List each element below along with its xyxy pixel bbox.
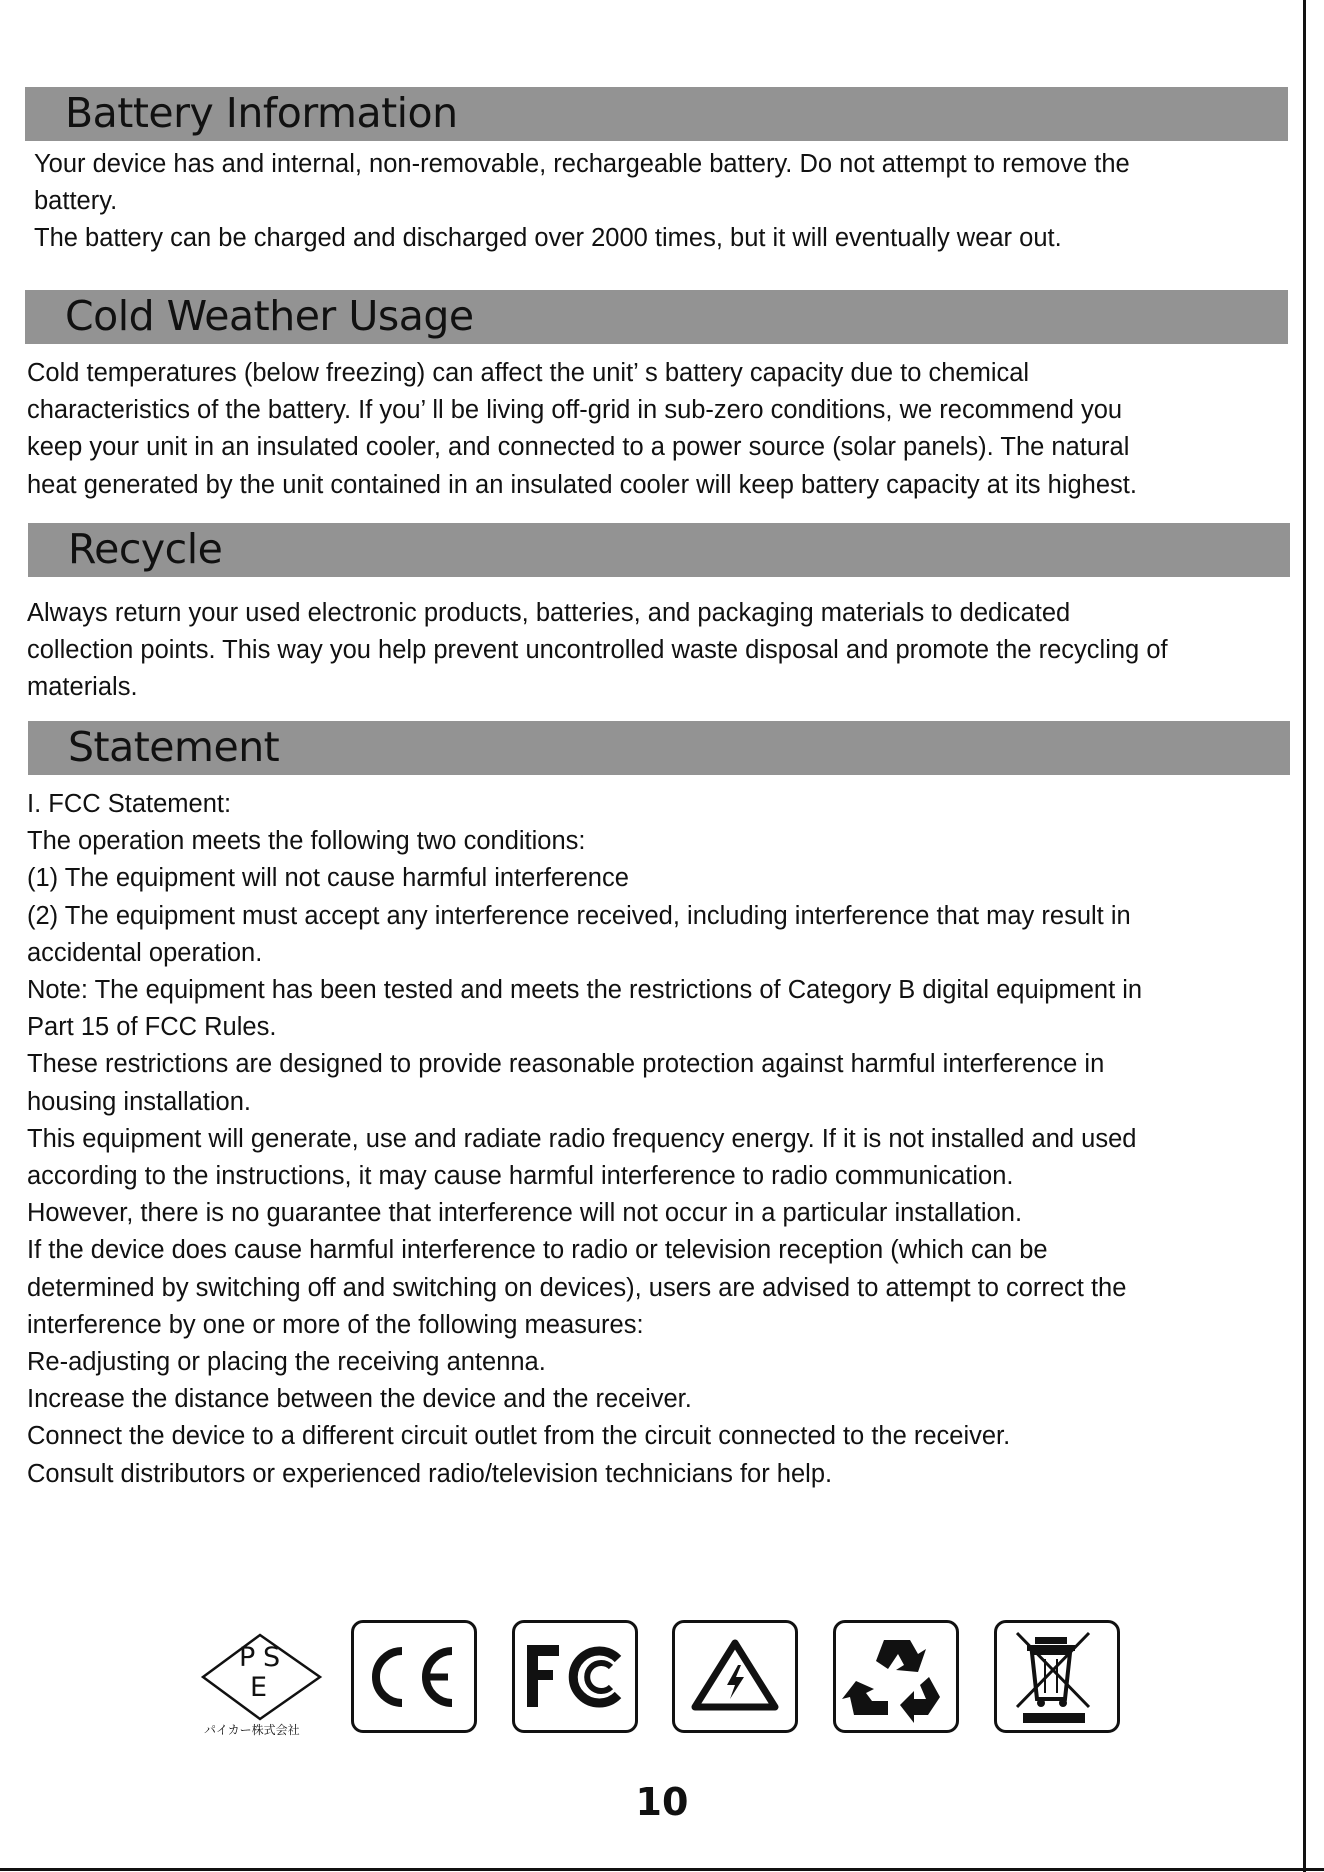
body-line: determined by switching off and switching on devices), users are advised to attempt to correct the bbox=[27, 1273, 1127, 1302]
section-body-cold-weather-usage bbox=[27, 355, 1297, 504]
body-line: If the device does cause harmful interference to radio or television reception (which can be bbox=[27, 1236, 1048, 1265]
section-title: Statement bbox=[68, 723, 280, 771]
body-line: collection points. This way you help prevent uncontrolled waste disposal and promote the recycling of bbox=[27, 636, 1168, 665]
pse-mark-icon bbox=[200, 1620, 325, 1740]
pse-caption: パイカー株式会社 bbox=[204, 1723, 300, 1737]
section-header-cold-weather-usage bbox=[25, 290, 1288, 344]
section-title: Recycle bbox=[68, 525, 223, 573]
recycle-icon bbox=[833, 1620, 959, 1733]
body-line: (2) The equipment must accept any interference received, including interference that may result in bbox=[27, 901, 1131, 930]
section-body-statement bbox=[27, 786, 1297, 1493]
body-line: according to the instructions, it may cause harmful interference to radio communication. bbox=[27, 1162, 1014, 1191]
body-line: Always return your used electronic products, batteries, and packaging materials to dedicated bbox=[27, 599, 1071, 627]
page-edge-bottom bbox=[0, 1868, 1324, 1871]
high-voltage-warning-icon bbox=[672, 1620, 798, 1733]
weee-crossed-bin-icon bbox=[994, 1620, 1120, 1733]
body-line: The battery can be charged and discharged over 2000 times, but it will eventually wear out. bbox=[34, 224, 1062, 253]
pse-letter-e: E bbox=[250, 1672, 268, 1703]
body-line: This equipment will generate, use and radiate radio frequency energy. If it is not installed and used bbox=[27, 1124, 1137, 1153]
section-header-statement bbox=[28, 721, 1290, 775]
section-body-recycle bbox=[27, 595, 1297, 707]
body-line: Connect the device to a different circuit outlet from the circuit connected to the receiver. bbox=[27, 1422, 1011, 1451]
page-edge-right bbox=[1303, 0, 1306, 1872]
body-line: (1) The equipment will not cause harmful interference bbox=[27, 864, 629, 893]
body-line: The operation meets the following two conditions: bbox=[27, 827, 586, 856]
body-line: I. FCC Statement: bbox=[27, 790, 232, 818]
body-line: accidental operation. bbox=[27, 938, 263, 967]
body-line: heat generated by the unit contained in an insulated cooler will keep battery capacity at its highest. bbox=[27, 470, 1137, 499]
body-line: battery. bbox=[34, 187, 118, 216]
body-line: housing installation. bbox=[27, 1087, 251, 1116]
section-title: Cold Weather Usage bbox=[65, 292, 474, 340]
section-header-battery-information bbox=[25, 87, 1288, 141]
body-line: keep your unit in an insulated cooler, and connected to a power source (solar panels). The natural bbox=[27, 433, 1130, 462]
body-line: Consult distributors or experienced radio/television technicians for help. bbox=[27, 1459, 833, 1488]
body-line: Part 15 of FCC Rules. bbox=[27, 1013, 277, 1042]
body-line: These restrictions are designed to provide reasonable protection against harmful interference in bbox=[27, 1050, 1105, 1079]
body-line: However, there is no guarantee that interference will not occur in a particular installation. bbox=[27, 1199, 1023, 1228]
body-line: Re-adjusting or placing the receiving antenna. bbox=[27, 1348, 546, 1377]
body-line: characteristics of the battery. If you’ ll be living off-grid in sub-zero conditions, we recommend you bbox=[27, 396, 1123, 425]
pse-letter-p: P bbox=[239, 1642, 256, 1673]
section-header-recycle bbox=[28, 523, 1290, 577]
body-line: materials. bbox=[27, 673, 138, 702]
fcc-mark-icon bbox=[512, 1620, 638, 1733]
ce-mark-icon bbox=[351, 1620, 477, 1733]
page-number: 10 bbox=[635, 1780, 689, 1824]
section-body-battery-information bbox=[34, 146, 1304, 258]
body-line: Your device has and internal, non-removable, rechargeable battery. Do not attempt to remove the bbox=[34, 150, 1130, 178]
body-line: Note: The equipment has been tested and meets the restrictions of Category B digital equipment in bbox=[27, 976, 1143, 1005]
certification-marks bbox=[200, 1620, 1130, 1740]
section-title: Battery Information bbox=[65, 89, 458, 137]
body-line: Cold temperatures (below freezing) can affect the unit’ s battery capacity due to chemical bbox=[27, 359, 1030, 387]
body-line: interference by one or more of the following measures: bbox=[27, 1310, 644, 1339]
body-line: Increase the distance between the device and the receiver. bbox=[27, 1385, 692, 1414]
pse-letter-s: S bbox=[263, 1642, 281, 1673]
